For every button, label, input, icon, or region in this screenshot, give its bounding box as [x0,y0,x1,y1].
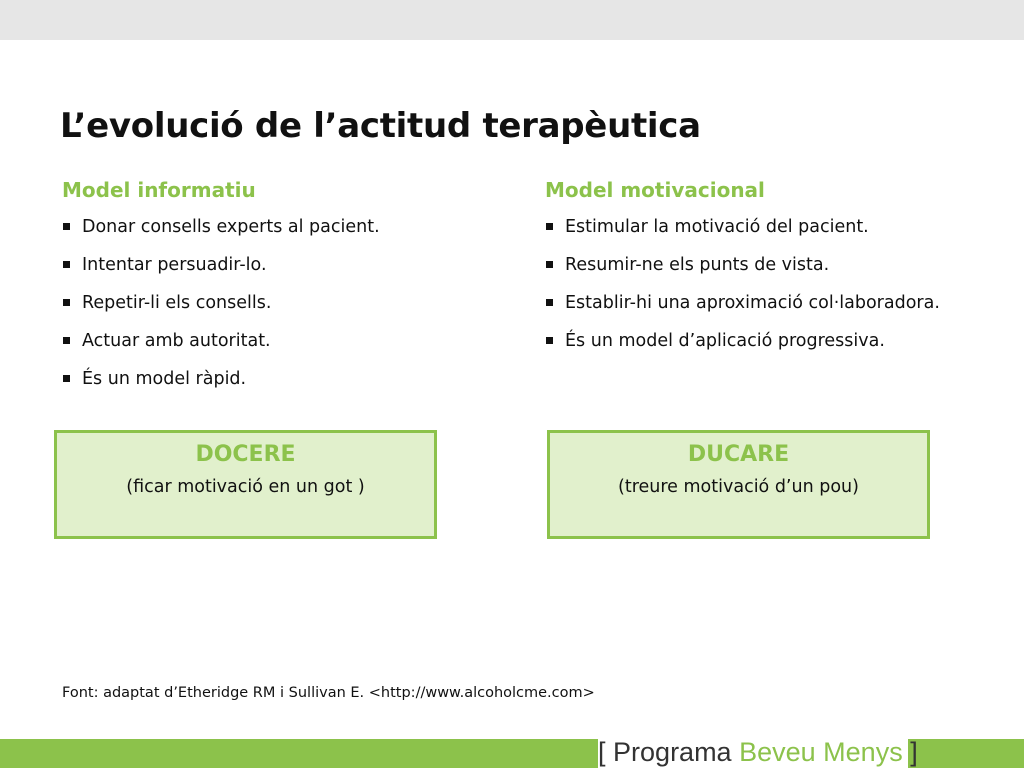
ducare-box-title: DUCARE [687,442,790,467]
list-item [62,214,482,240]
list-item [545,252,985,278]
left-bullet-list [62,214,482,392]
left-column-heading: Model informatiu [62,178,256,202]
logo-word-menys: Menys [823,737,903,767]
square-bullet-icon [546,299,553,306]
list-item [545,328,985,354]
list-item [62,252,482,278]
right-column-heading: Model motivacional [545,178,765,202]
list-item-text: Resumir-ne els punts de vista. [565,255,830,275]
list-item-text: Estimular la motivació del pacient. [565,217,869,237]
source-note: Font: adaptat d’Etheridge RM i Sullivan E. <http://www.alcoholcme.com> [62,685,595,701]
right-bullet-list [545,214,985,354]
square-bullet-icon [546,223,553,230]
list-item [62,366,482,392]
list-item [545,290,985,316]
list-item-text: És un model ràpid. [82,369,247,389]
square-bullet-icon [63,261,70,268]
list-item [545,214,985,240]
list-item-text: Actuar amb autoritat. [82,331,271,351]
logo-open-bracket: [ [598,737,606,767]
list-item-text: Establir-hi una aproximació col·laboradora. [565,293,940,313]
logo-word-programa: Programa [613,737,732,767]
list-item [62,328,482,354]
logo-word-beveu: Beveu [739,737,816,767]
left-column [62,178,482,404]
square-bullet-icon [63,337,70,344]
docere-box-title: DOCERE [195,442,296,467]
top-band [0,0,1024,40]
list-item-text: Intentar persuadir-lo. [82,255,267,275]
logo-close-bracket: ] [910,737,918,767]
square-bullet-icon [546,261,553,268]
ducare-box [547,430,930,539]
square-bullet-icon [63,223,70,230]
list-item-text: Donar consells experts al pacient. [82,217,380,237]
square-bullet-icon [63,299,70,306]
docere-box-subtitle: (ficar motivació en un got ) [126,477,365,497]
docere-box [54,430,437,539]
slide-title: L’evolució de l’actitud terapèutica [60,106,701,146]
list-item [62,290,482,316]
list-item-text: Repetir-li els consells. [82,293,272,313]
right-column [545,178,985,366]
square-bullet-icon [63,375,70,382]
program-logo [598,736,918,768]
list-item-text: És un model d’aplicació progressiva. [565,331,885,351]
square-bullet-icon [546,337,553,344]
ducare-box-subtitle: (treure motivació d’un pou) [618,477,859,497]
